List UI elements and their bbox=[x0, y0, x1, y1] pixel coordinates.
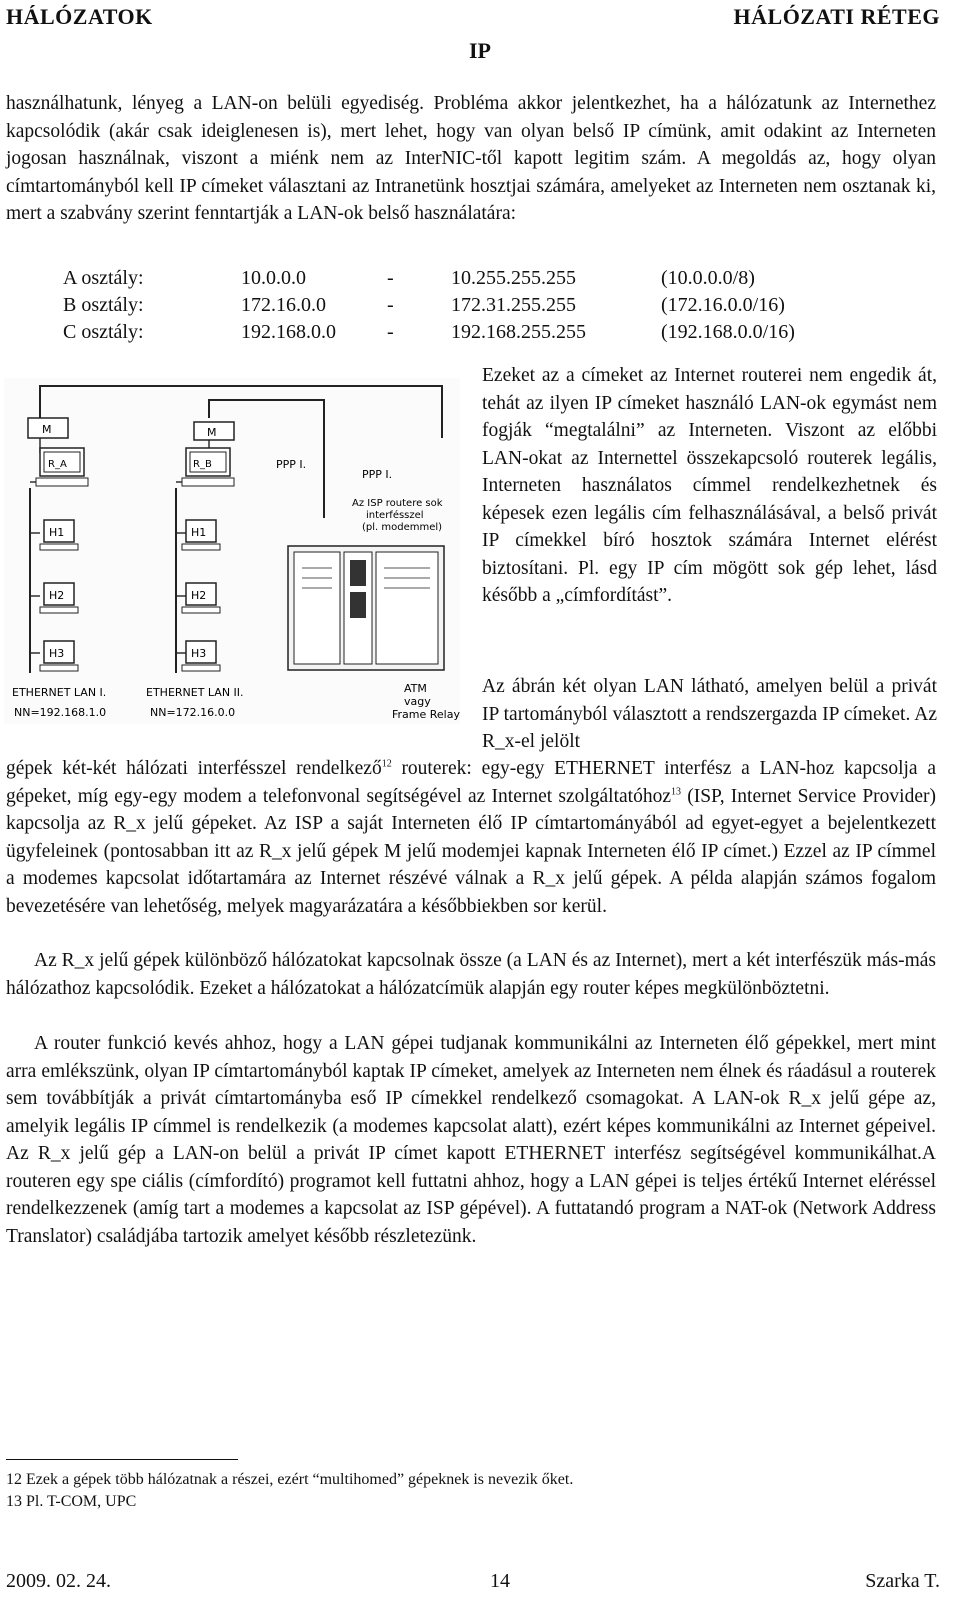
header-left: HÁLÓZATOK bbox=[6, 4, 153, 29]
header-center: IP bbox=[469, 38, 491, 63]
range-from: 192.168.0.0 bbox=[241, 321, 336, 343]
address-range-table bbox=[63, 265, 795, 346]
footnote-ref-12[interactable]: 12 bbox=[381, 758, 392, 770]
range-dash: - bbox=[387, 321, 394, 343]
router-left-label: R_A bbox=[48, 459, 67, 470]
footer-page-number: 14 bbox=[490, 1570, 510, 1592]
lan2-title: ETHERNET LAN II. bbox=[146, 686, 244, 699]
range-row-b bbox=[63, 292, 795, 319]
range-dash: - bbox=[387, 267, 394, 289]
modem-right-icon bbox=[194, 422, 234, 440]
range-class: A osztály: bbox=[63, 267, 144, 289]
range-cidr: (10.0.0.0/8) bbox=[661, 267, 755, 289]
host-left-h1-icon bbox=[40, 520, 78, 550]
modem-right-label: M bbox=[207, 426, 217, 439]
range-cidr: (172.16.0.0/16) bbox=[661, 294, 785, 316]
range-to: 172.31.255.255 bbox=[451, 294, 576, 316]
modem-left-icon bbox=[28, 418, 68, 438]
paragraph-figure-desc: Az ábrán két olyan LAN látható, amelyen belül a privát IP tartományból választott a rendszergazda IP címeket. Az R_x-el jelölt bbox=[482, 676, 937, 752]
footnote-12: 12 Ezek a gépek több hálózatnak a részei, ezért “multihomed” gépeknek is nevezik őket. bbox=[6, 1471, 574, 1488]
host-label: H1 bbox=[49, 526, 65, 539]
host-left-h2-icon bbox=[40, 583, 78, 613]
router-right-label: R_B bbox=[193, 459, 212, 470]
host-left-h3-icon bbox=[40, 641, 78, 671]
router-right-icon bbox=[182, 448, 234, 486]
network-diagram-figure bbox=[4, 378, 460, 724]
paragraph-routers: Ezeket az a címeket az Internet routerei nem engedik át, tehát az ilyen IP címeket használó LAN-ok egymást nem fogják “megtalálni” az Interneten. Viszont az előbbi LAN-okat az Internettel összekapcsoló routerek legális, Interneten használatos címmel rendelkezhetnek és képesek ezen legális cím felhasználásával, a belső privát IP címekkel bíró hosztok számára Internet elérést biztosítani. Pl. egy IP cím mögött sok gép lehet, lásd később a „címfordítást”. bbox=[482, 365, 937, 606]
host-label: H3 bbox=[191, 647, 207, 660]
isp-server-cabinet-icon bbox=[288, 546, 444, 670]
interfaces-text-2: routerek: egy-egy ETHERNET interfész a LAN-hoz kapcsolja a gépeket, míg egy-egy modem a telefonvonal segítségével az Internet szolgáltatóhoz bbox=[6, 758, 936, 807]
range-to: 192.168.255.255 bbox=[451, 321, 586, 343]
router-left-icon bbox=[36, 448, 88, 486]
lan1-network-number: NN=192.168.1.0 bbox=[14, 706, 107, 719]
range-from: 172.16.0.0 bbox=[241, 294, 326, 316]
interfaces-text-3: (ISP, Internet Service Provider) kapcsolja az R_x jelű gépeket. Az ISP a saját Interneten élő IP címtartományából ad egyet-egyet a bejelentkezett ügyfeleinek (pontosabban itt az R_x jelű gépek M jelű modemjei kapnak Interneten élő IP címet.) Ezzel az IP címmel a modemes kapcsolat időtartamára az Internet részévé válnak a R_x jelű gépek. A példa alapján számos fogalom bevezetésére van lehetőség, melyek magyarázatára a későbbiekben sor kerül. bbox=[6, 785, 936, 917]
host-label: H3 bbox=[49, 647, 65, 660]
host-label: H2 bbox=[191, 589, 207, 602]
lan1-title: ETHERNET LAN I. bbox=[12, 686, 107, 699]
atm-frame-relay-note: ATM vagy Frame Relay bbox=[392, 682, 460, 721]
range-from: 10.0.0.0 bbox=[241, 267, 306, 289]
paragraph-interfaces bbox=[6, 755, 936, 920]
host-right-h2-icon bbox=[182, 583, 220, 613]
host-right-h1-icon bbox=[182, 520, 220, 550]
range-cidr: (192.168.0.0/16) bbox=[661, 321, 795, 343]
ppp-right-label: PPP I. bbox=[362, 468, 393, 481]
footnote-13: 13 Pl. T-COM, UPC bbox=[6, 1493, 137, 1510]
range-class: C osztály: bbox=[63, 321, 144, 343]
isp-router-note: Az ISP routere sok interfésszel (pl. modemmel) bbox=[352, 498, 443, 533]
footer-author: Szarka T. bbox=[865, 1570, 940, 1592]
footnote-separator bbox=[6, 1459, 238, 1460]
footer-date: 2009. 02. 24. bbox=[6, 1570, 111, 1592]
host-label: H1 bbox=[191, 526, 207, 539]
paragraph-nat: A router funkció kevés ahhoz, hogy a LAN gépei tudjanak kommunikálni az Interneten élő gépekkel, mert mint arra emlékszünk, olyan IP címtartományból kaptak IP címeket, amelyek az Interneten nem élnek és ráadásul a routerek sem továbbítják a privát címtartományba eső IP címekkel rendelkező csomagokat. A LAN-ok R_x jelű gépe az, amelyik legális IP címmel is rendelkezik (a modemes kapcsolat alatt), ezért képes kommunikálni az Internet gépeivel. Az R_x jelű gép a LAN-on belül a privát IP címet kapott ETHERNET interfész segítségével kommunikálhat.A routeren egy spe ciális (címfordító) programot kell futtatni ahhoz, hogy a LAN gépei is teljes értékű Internet eléréssel rendelkezzenek (amíg tart a modemes a kapcsolat az ISP gépével). A futtatandó program a NAT-ok (Network Address Translator) családjába tartozik amelyet később részletezünk. bbox=[6, 1033, 936, 1247]
range-to: 10.255.255.255 bbox=[451, 267, 576, 289]
range-row-c bbox=[63, 319, 795, 346]
range-class: B osztály: bbox=[63, 294, 144, 316]
interfaces-text-1: gépek két-két hálózati interfésszel rendelkező bbox=[6, 758, 382, 779]
ppp-left-label: PPP I. bbox=[276, 458, 307, 471]
lan2-network-number: NN=172.16.0.0 bbox=[150, 706, 236, 719]
modem-left-label: M bbox=[42, 423, 52, 436]
wire-left-modem bbox=[40, 386, 442, 438]
range-dash: - bbox=[387, 294, 394, 316]
host-right-h3-icon bbox=[182, 641, 220, 671]
paragraph-intro: használhatunk, lényeg a LAN-on belüli egyediség. Probléma akkor jelentkezhet, ha a hálózatunk az Internethez kapcsolódik (akár csak ideiglenesen is), mert lehet, hogy van olyan belső IP címünk, amit odakint az Interneten jogosan használnak, viszont a miénk nem az InterNIC-től kapott legitim szám. A megoldás az, hogy olyan címtartományból kell IP címeket választani az Intranetünk hosztjai számára, amelyeket az Interneten nem osztanak ki, mert a szabvány szerint fenntartják a LAN-ok belső használatára: bbox=[6, 93, 936, 224]
header-right: HÁLÓZATI RÉTEG bbox=[733, 4, 940, 29]
network-diagram bbox=[4, 378, 460, 724]
paragraph-router-networks: Az R_x jelű gépek különböző hálózatokat kapcsolnak össze (a LAN és az Internet), mert a két interfészük más-más hálózathoz kapcsolódik. Ezeket a hálózatokat a hálózatcímük alapján egy router képes megkülönböztetni. bbox=[6, 950, 936, 999]
host-label: H2 bbox=[49, 589, 65, 602]
range-row-a bbox=[63, 265, 795, 292]
footnote-ref-13[interactable]: 13 bbox=[671, 786, 681, 797]
